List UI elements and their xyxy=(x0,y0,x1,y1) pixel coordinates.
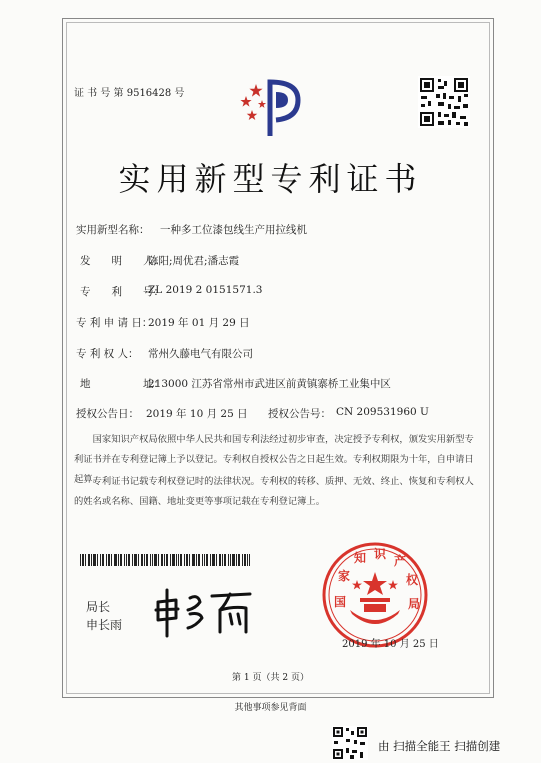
field-label-inventor: 发 明 人： xyxy=(80,255,164,267)
field-label-apply-date: 专 利 申 请 日： xyxy=(76,317,153,329)
field-value-address: 213000 江苏省常州市武进区前黄镇寨桥工业集中区 xyxy=(148,378,391,390)
page-number: 第 1 页（共 2 页） xyxy=(232,673,309,683)
statement-paragraph-2: 专利证书记载专利权登记时的法律状况。专利权的转移、质押、无效、终止、恢复和专利权人的姓名或名称、国籍、地址变更等事项记载在专利登记簿上。 xyxy=(74,476,474,507)
footer-note: 其他事项参见背面 xyxy=(234,703,307,713)
field-label-address: 地 址： xyxy=(80,378,164,390)
svg-text:识: 识 xyxy=(373,547,387,561)
field-value-inventor: 陈阳;周优君;潘志霞 xyxy=(148,255,240,267)
field-value-patent-no: ZL 2019 2 0151571.3 xyxy=(148,284,263,296)
qr-code-icon xyxy=(418,76,470,128)
field-label-name: 实用新型名称： xyxy=(76,224,150,236)
field-label-patent-no: 专 利 号： xyxy=(80,286,164,298)
field-label-owner: 专 利 权 人： xyxy=(76,348,139,360)
director-name: 申长雨 xyxy=(86,618,123,632)
field-value-name: 一种多工位漆包线生产用拉线机 xyxy=(160,224,307,236)
grant-no-label: 授权公告号： xyxy=(268,408,331,420)
patent-office-logo-icon xyxy=(236,78,308,140)
svg-text:局: 局 xyxy=(407,597,421,611)
official-seal xyxy=(320,540,430,650)
field-value-owner: 常州久藤电气有限公司 xyxy=(148,348,253,360)
grant-no-value: CN 209531960 U xyxy=(336,406,429,418)
seal-char-1: 国 xyxy=(333,595,347,609)
svg-text:权: 权 xyxy=(405,573,419,587)
scanner-watermark-text: 由 扫描全能王 扫描创建 xyxy=(378,739,501,753)
barcode-icon xyxy=(80,554,250,566)
director-signature xyxy=(150,584,260,638)
svg-text:产: 产 xyxy=(393,554,407,568)
certificate-number: 证 书 号 第 9516428 号 xyxy=(74,88,185,99)
svg-text:家: 家 xyxy=(337,569,351,583)
field-value-apply-date: 2019 年 01 月 29 日 xyxy=(148,317,250,329)
svg-text:知: 知 xyxy=(353,551,367,565)
grant-date-value: 2019 年 10 月 25 日 xyxy=(146,408,248,420)
scanner-qr-icon xyxy=(332,726,368,760)
certificate-title: 实用新型专利证书 xyxy=(118,160,423,198)
grant-date-label: 授权公告日： xyxy=(76,408,139,420)
statement-paragraph-1: 国家知识产权局依照中华人民共和国专利法经过初步审查，决定授予专利权，颁发实用新型专利证书并在专利登记簿上予以登记。专利权自授权公告之日起生效。专利权期限为十年，自申请日起算。 xyxy=(74,434,474,485)
director-title: 局长 xyxy=(86,600,111,614)
seal-date: 2019 年 10 月 25 日 xyxy=(342,639,439,650)
